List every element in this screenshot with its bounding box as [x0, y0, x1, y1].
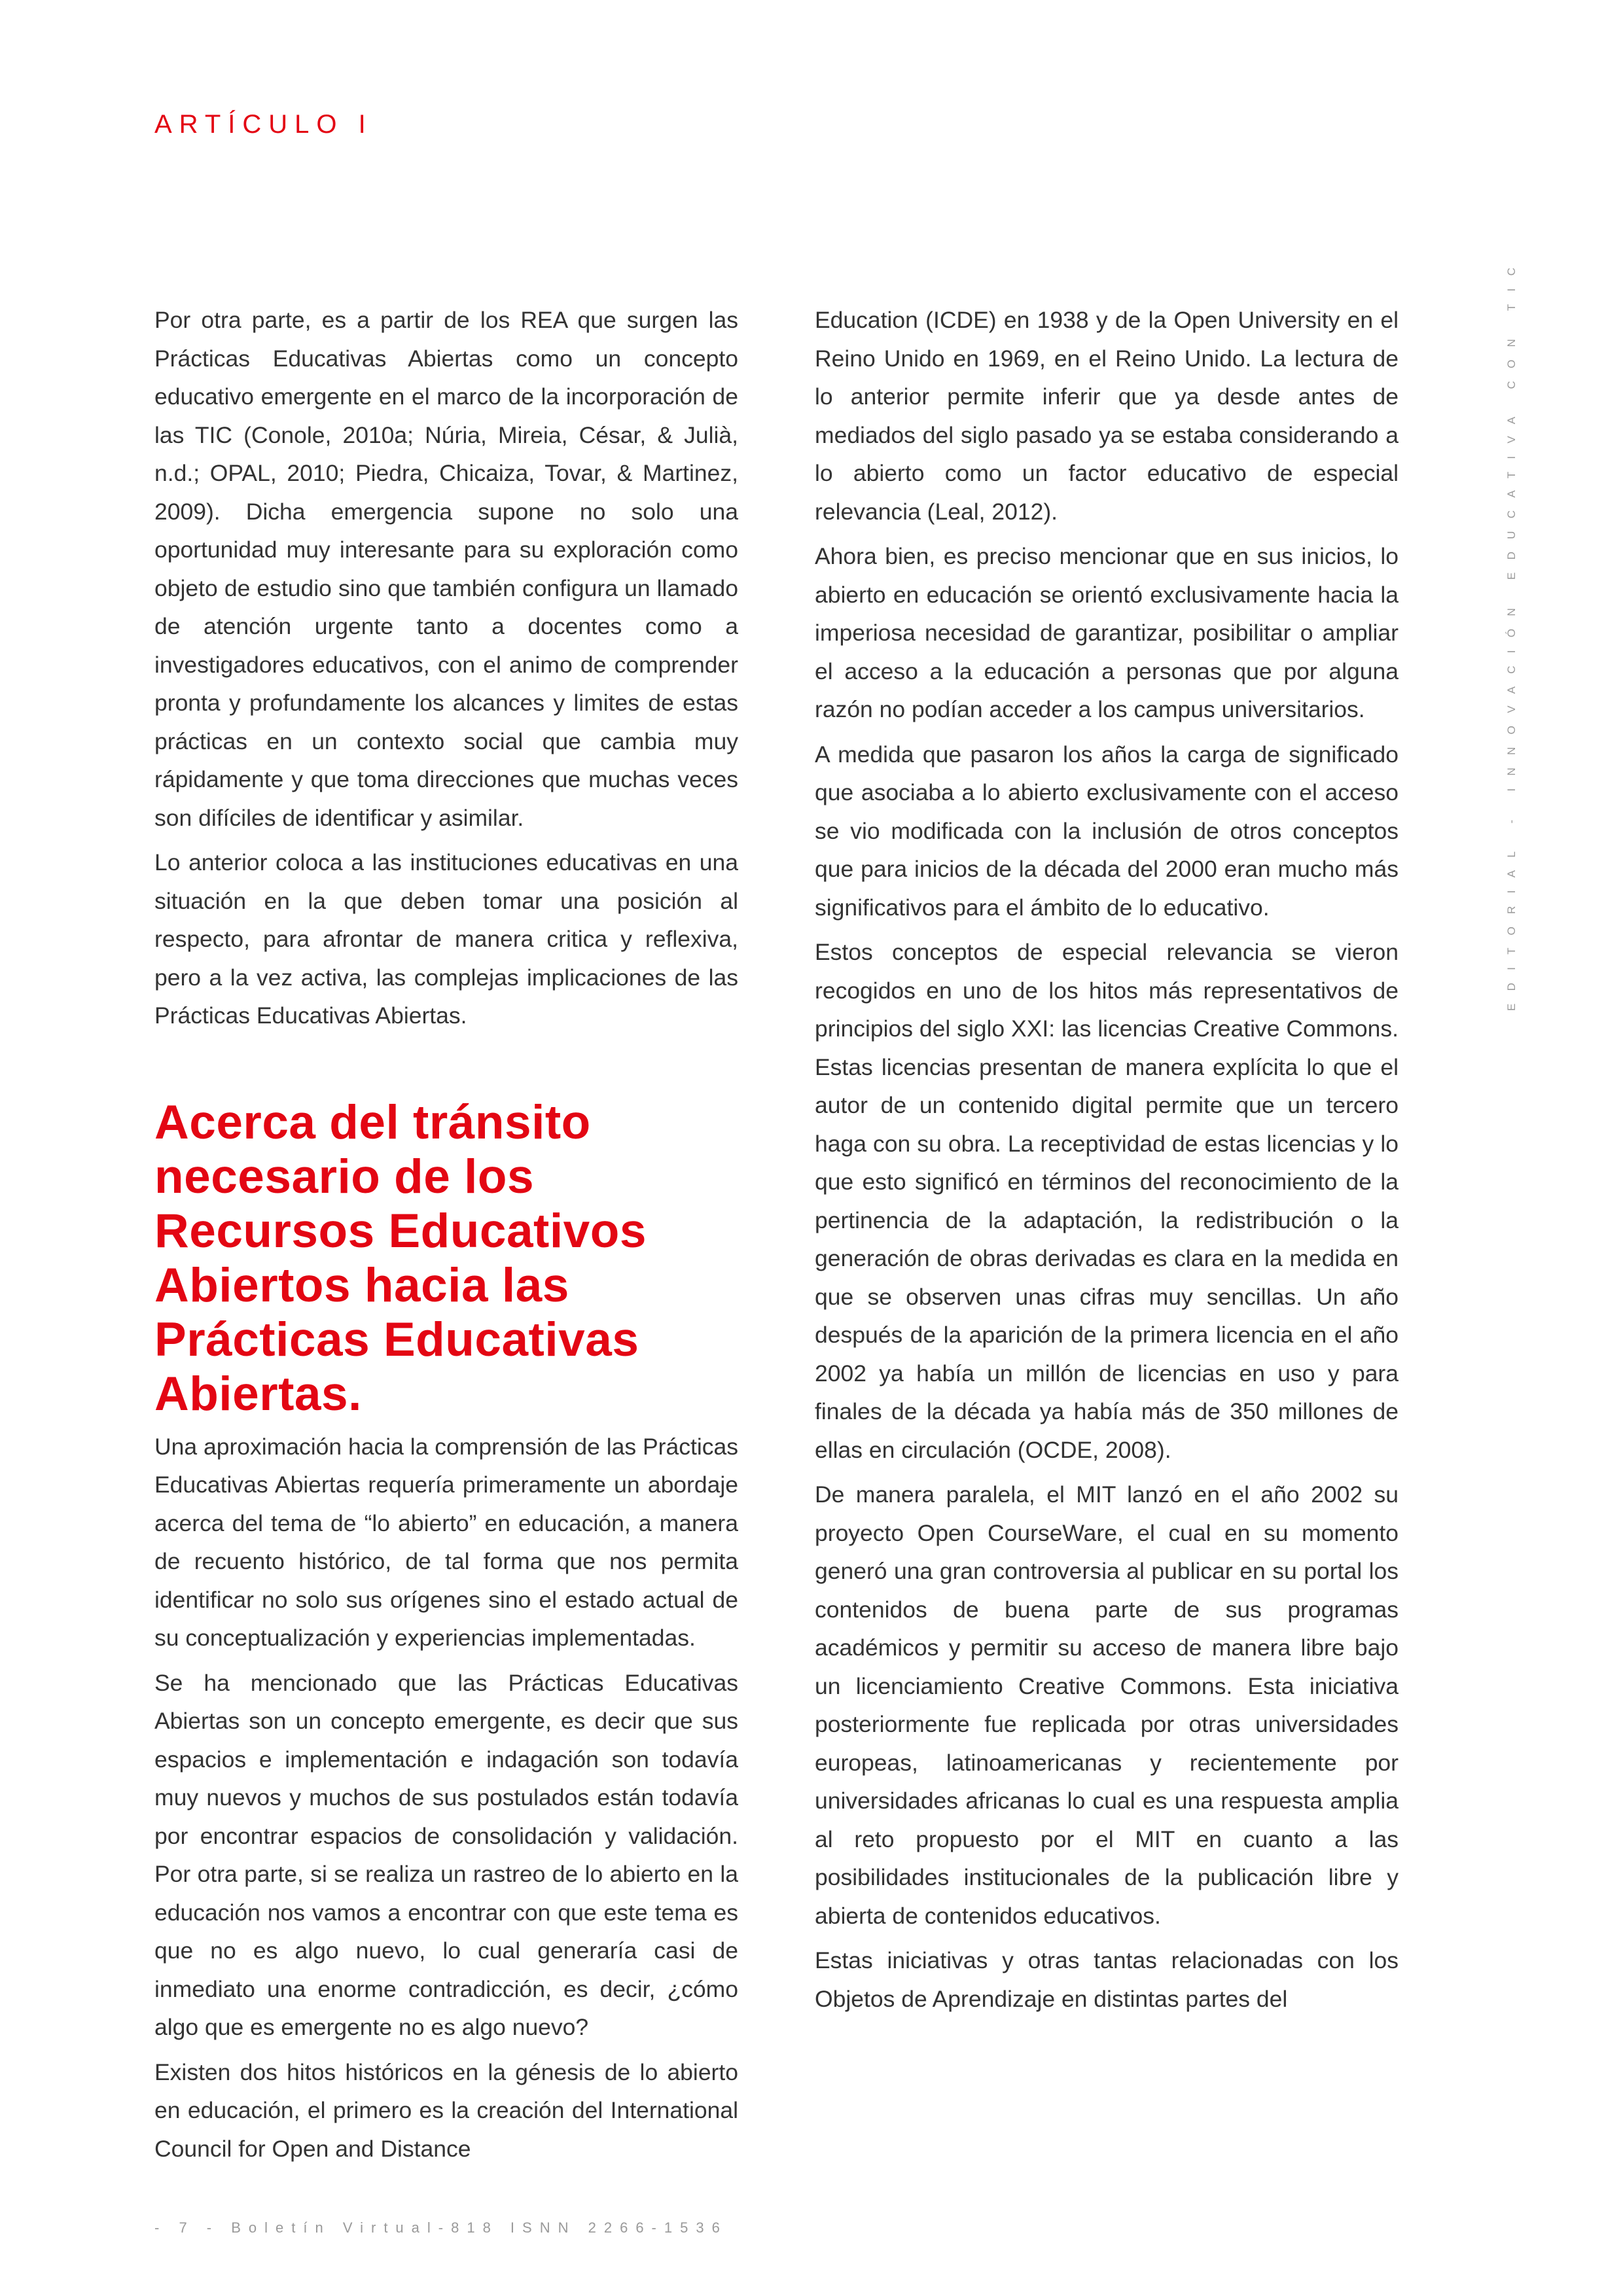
paragraph: Una aproximación hacia la comprensión de las Prácticas Educativas Abiertas requería primeramente un abordaje acerca del tema de “lo abierto” en educación, a manera de recuento histórico, de tal forma que nos permita identificar no solo sus orígenes sino el estado actual de su conceptualización y experiencias implementadas. — [154, 1433, 738, 1651]
page-footer: - 7 - Boletín Virtual-818 ISNN 2266-1536 — [154, 2219, 728, 2236]
paragraph: Existen dos hitos históricos en la génesis de lo abierto en educación, el primero es la creación del International Council for Open and Distance — [154, 2058, 738, 2162]
paragraph: De manera paralela, el MIT lanzó en el año 2002 su proyecto Open CourseWare, el cual en su momento generó una gran controversia al publicar en su portal los contenidos de buena parte de sus programas académicos y permitir su acceso de manera libre bajo un licenciamiento Creative Commons. Esta iniciativa posteriormente fue replicada por otras universidades europeas, latinoamericanas y recientemente por universidades africanas lo cual es una respuesta amplia al reto propuesto por el MIT en cuanto a las posibilidades institucionales de la publicación libre y abierta de contenidos educativos. — [815, 1481, 1399, 1929]
sidebar-section-label: EDITORIAL - INNOVACIÓN EDUCATIVA CON TIC — [1505, 255, 1518, 1011]
right-column — [815, 301, 1399, 2024]
paragraph: Education (ICDE) en 1938 y de la Open University en el Reino Unido en 1969, en el Reino Unido. La lectura de lo anterior permite inferir que ya desde antes de mediados del siglo pasado ya se estaba considerando a lo abierto como un factor educativo de especial relevancia (Leal, 2012). — [815, 307, 1399, 525]
paragraph: Estas iniciativas y otras tantas relacionadas con los Objetos de Aprendizaje en distintas partes del — [815, 1947, 1399, 2012]
paragraph: A medida que pasaron los años la carga de significado que asociaba a lo abierto exclusivamente con el acceso se vio modificada con la inclusión de otros conceptos que para inicios de la década del 2000 eran mucho más significativos para el ámbito de lo educativo. — [815, 741, 1399, 921]
section-header: ARTÍCULO I — [154, 110, 373, 139]
left-column — [154, 301, 738, 2174]
section-heading: Acerca del tránsito necesario de los Recursos Educativos Abiertos hacia las Prácticas Educativas Abiertas. — [154, 1095, 647, 1421]
paragraph: Lo anterior coloca a las instituciones educativas en una situación en la que deben tomar una posición al respecto, para afrontar de manera critica y reflexiva, pero a la vez activa, las complejas implicaciones de las Prácticas Educativas Abiertas. — [154, 849, 738, 1029]
paragraph: Por otra parte, es a partir de los REA que surgen las Prácticas Educativas Abiertas como un concepto educativo emergente en el marco de la incorporación de las TIC (Conole, 2010a; Núria, Mireia, César, & Julià, n.d.; OPAL, 2010; Piedra, Chicaiza, Tovar, & Martinez, 2009). Dicha emergencia supone no solo una oportunidad muy interesante para su exploración como objeto de estudio sino que también configura un llamado de atención urgente tanto a docentes como a investigadores educativos, con el animo de comprender pronta y profundamente los alcances y limites de estas prácticas en un contexto social que cambia muy rápidamente y que toma direcciones que muchas veces son difíciles de identificar y asimilar. — [154, 307, 738, 831]
paragraph: Se ha mencionado que las Prácticas Educativas Abiertas son un concepto emergente, es decir que sus espacios e implementación e indagación son todavía muy nuevos y muchos de sus postulados están todavía por encontrar espacios de consolidación y validación. Por otra parte, si se realiza un rastreo de lo abierto en la educación nos vamos a encontrar con que este tema es que no es algo nuevo, lo cual generaría casi de inmediato una enorme contradicción, es decir, ¿cómo algo que es emergente no es algo nuevo? — [154, 1669, 738, 2040]
paragraph: Estos conceptos de especial relevancia se vieron recogidos en uno de los hitos más representativos de principios del siglo XXI: las licencias Creative Commons. Estas licencias presentan de manera explícita lo que el autor de un contenido digital permite que un tercero haga con su obra. La receptividad de estas licencias y lo que esto significó en términos del reconocimiento de la pertinencia de la adaptación, la redistribución o la generación de obras derivadas es clara en la medida en que se observen unas cifras muy sencillas. Un año después de la aparición de la primera licencia en el año 2002 ya había un millón de licencias en uso y para finales de la década ya había más de 350 millones de ellas en circulación (OCDE, 2008). — [815, 939, 1399, 1463]
paragraph: Ahora bien, es preciso mencionar que en sus inicios, lo abierto en educación se orientó exclusivamente hacia la imperiosa necesidad de garantizar, posibilitar o ampliar el acceso a la educación a personas que por alguna razón no podían acceder a los campus universitarios. — [815, 543, 1399, 722]
